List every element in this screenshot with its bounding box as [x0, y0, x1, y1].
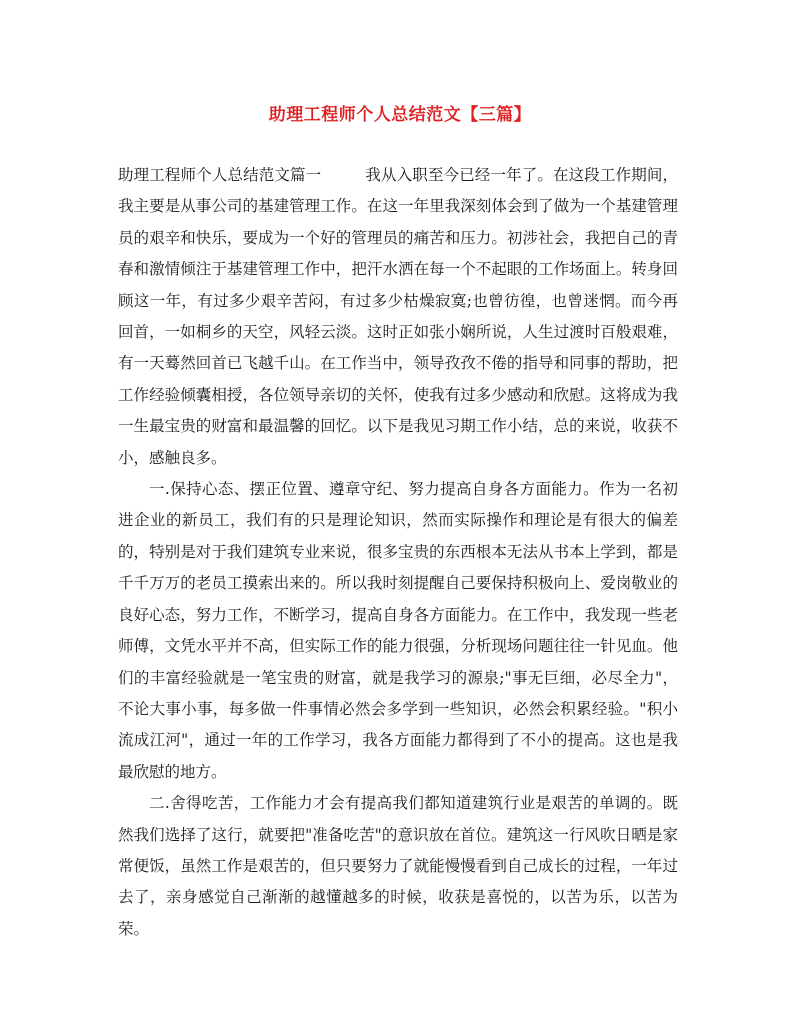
document-title: 助理工程师个人总结范文【三篇】	[268, 105, 532, 125]
paragraph-2: 一.保持心态、摆正位置、遵章守纪、努力提高自身各方面能力。作为一名初进企业的新员工，我们有的只是理论知识，然而实际操作和理论是有很大的偏差的，特别是对于我们建筑专业来说，很多宝贵的东西根本无法从书本上学到，都是千千万万的老员工摸索出来的。所以我时刻提醒自己要保持积极向上、爱岗敬业的良好心态，努力工作，不断学习，提高自身各方面能力。在工作中，我发现一些老师傅，文凭水平并不高，但实际工作的能力很强，分析现场问题往往一针见血。他们的丰富经验就是一笔宝贵的财富，就是我学习的源泉;"事无巨细，必尽全力"，不论大事小事，每多做一件事情必然会多学到一些知识，必然会积累经验。"积小流成江河"，通过一年的工作学习，我各方面能力都得到了不小的提高。这也是我最欣慰的地方。	[118, 480, 678, 781]
paragraph-3: 二.舍得吃苦，工作能力才会有提高我们都知道建筑行业是艰苦的单调的。既然我们选择了这行，就要把"准备吃苦"的意识放在首位。建筑这一行风吹日晒是家常便饭，虽然工作是艰苦的，但只要努力了就能慢慢看到自己成长的过程，一年过去了，亲身感觉自己渐渐的越懂越多的时候，收获是喜悦的，以苦为乐，以苦为荣。	[118, 794, 678, 938]
document-body	[118, 160, 678, 945]
paragraph-1-text: 我从入职至今已经一年了。在这段工作期间，我主要是从事公司的基建管理工作。在这一年里我深刻体会到了做为一个基建管理员的艰辛和快乐，要成为一个好的管理员的痛苦和压力。初涉社会，我把自己的青春和激情倾注于基建管理工作中，把汗水洒在每一个不起眼的工作场面上。转身回顾这一年，有过多少艰辛苦闷，有过多少枯燥寂寞;也曾彷徨，也曾迷惘。而今再回首，一如桐乡的天空，风轻云淡。这时正如张小娴所说，人生过渡时百般艰难，有一天蓦然回首已飞越千山。在工作当中，领导孜孜不倦的指导和同事的帮助，把工作经验倾囊相授，各位领导亲切的关怀，使我有过多少感动和欣慰。这将成为我一生最宝贵的财富和最温馨的回忆。以下是我见习期工作小结，总的来说，收获不小，感触良多。	[118, 166, 678, 467]
section-heading: 助理工程师个人总结范文篇一	[118, 166, 322, 184]
paragraph-1	[118, 160, 678, 474]
